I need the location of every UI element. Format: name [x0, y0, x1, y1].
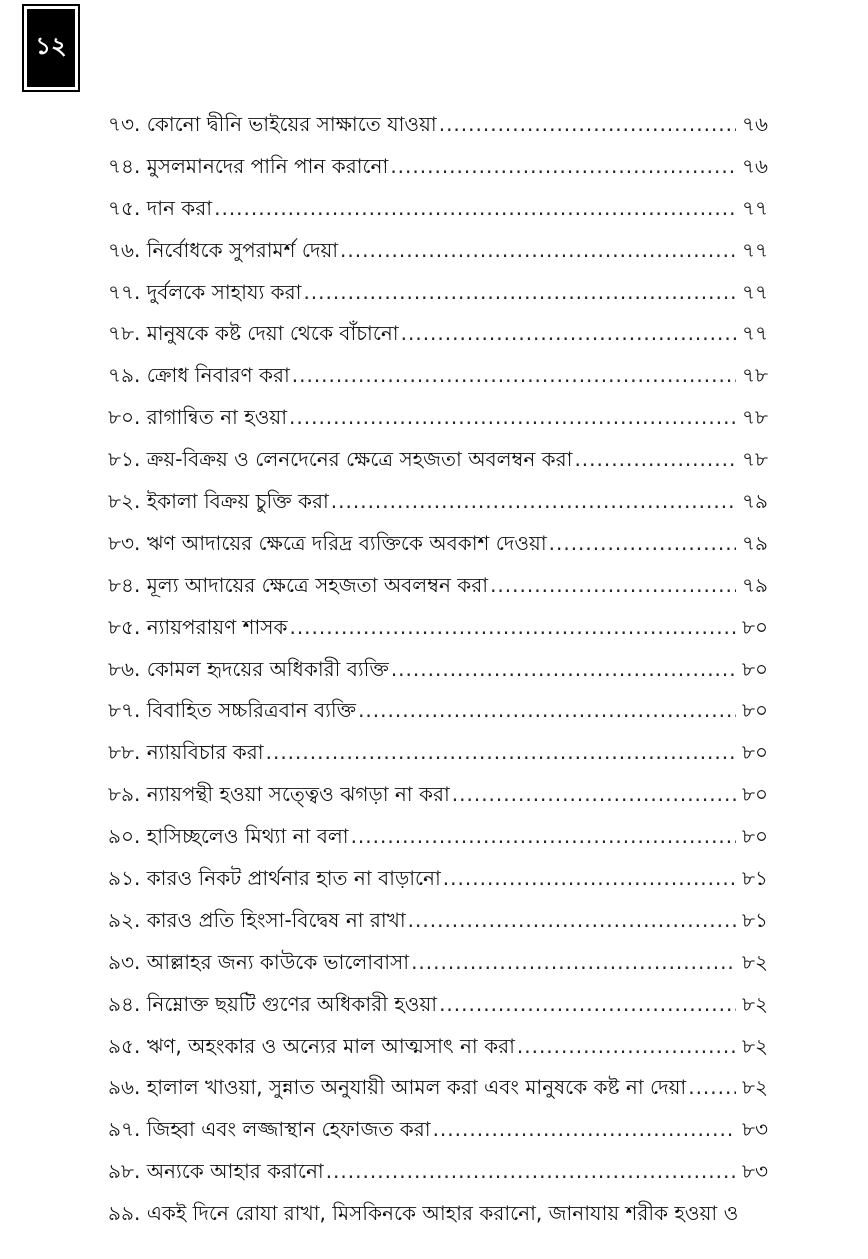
toc-entry-title: নিম্নোক্ত ছয়টি গুণের অধিকারী হওয়া	[146, 991, 438, 1016]
toc-entry	[108, 984, 768, 1026]
dot-leader	[351, 816, 736, 858]
toc-entry-title: কোনো দ্বীনি ভাইয়ের সাক্ষাতে যাওয়া	[146, 112, 437, 136]
toc-entry-page: ৮০	[742, 614, 768, 639]
toc-entry-number: ৭৭.	[108, 279, 141, 304]
toc-entry-page: ৭৬	[741, 112, 768, 136]
toc-entry	[108, 1067, 768, 1109]
toc-entry-title: ক্রোধ নিবারণ করা	[146, 363, 290, 388]
dot-leader	[452, 774, 736, 816]
toc-entry-title: ন্যায়বিচার করা	[146, 740, 264, 765]
toc-entry-number: ৯৫.	[108, 1033, 141, 1058]
toc-entry-title: ন্যায়পন্থী হওয়া সত্ত্বেও ঝগড়া না করা	[146, 782, 450, 807]
toc-entry-page: ৮২	[742, 1075, 768, 1100]
dot-leader	[390, 146, 736, 188]
toc-entry-title: ঋণ আদায়ের ক্ষেত্রে দরিদ্র ব্যক্তিকে অবকাশ দেওয়া	[146, 530, 547, 555]
dot-leader	[214, 188, 736, 230]
toc-entry-title: রাগান্বিত না হওয়া	[146, 405, 288, 430]
toc-entry	[108, 690, 768, 732]
toc-entry-page: ৭৮	[742, 447, 768, 472]
toc-entry-number: ৯৯.	[108, 1201, 141, 1226]
toc-entry-number: ৮৮.	[108, 740, 141, 765]
toc-entry	[108, 355, 768, 397]
toc-entry-number: ৯২.	[108, 907, 141, 932]
toc-entry-number: ৭৩.	[108, 112, 141, 136]
toc-entry-title: মুসলমানদের পানি পান করানো	[146, 153, 389, 178]
toc-entry	[108, 858, 768, 900]
dot-leader	[289, 607, 736, 649]
toc-entry-number: ৮৯.	[108, 782, 141, 807]
toc-entry-page: ৮১	[742, 866, 768, 891]
toc-entry	[108, 439, 768, 481]
toc-entry-number: ৮৩.	[108, 530, 141, 555]
page-number: ১২	[27, 9, 75, 87]
toc-entry-number: ৭৮.	[108, 321, 141, 346]
toc-entry-page: ৮০	[742, 656, 768, 681]
toc-entry-title: ঋণ, অহংকার ও অন্যের মাল আত্মসাৎ না করা	[146, 1033, 515, 1058]
dot-leader	[439, 104, 736, 146]
toc-entry	[108, 732, 768, 774]
toc-entry-number: ৯৭.	[108, 1117, 141, 1142]
toc-entry-page: ৭৮	[742, 405, 768, 430]
toc-entry-title: অন্যকে আহার করানো	[146, 1159, 324, 1184]
toc-entry-title: ক্রয়-বিক্রয় ও লেনদেনের ক্ষেত্রে সহজতা অবলম্বন করা	[146, 447, 573, 472]
toc-entry	[108, 188, 768, 230]
toc-entry-page: ৮১	[742, 907, 768, 932]
toc-entry-page: ৭৭	[741, 195, 768, 220]
toc-entry-title: মূল্য আদায়ের ক্ষেত্রে সহজতা অবলম্বন করা	[146, 572, 489, 597]
toc-entry-number: ৯৬.	[108, 1075, 141, 1100]
toc-entry	[108, 565, 768, 607]
dot-leader	[391, 649, 736, 691]
toc-entry-page: ৮২	[742, 949, 768, 974]
toc-entry-number: ৮০.	[108, 405, 141, 430]
toc-entry-page: ৭৯	[742, 489, 768, 514]
toc-entry-number: ৮৭.	[108, 698, 141, 723]
dot-leader	[340, 230, 736, 272]
toc-entry	[108, 523, 768, 565]
toc-entry-title: জিহ্বা এবং লজ্জাস্থান হেফাজত করা	[146, 1117, 431, 1142]
toc-entry	[108, 900, 768, 942]
toc-entry-number: ৮৪.	[108, 572, 141, 597]
toc-entry-page: ৮০	[742, 740, 768, 765]
toc-entry-title: কারও নিকট প্রার্থনার হাত না বাড়ানো	[146, 866, 441, 891]
toc-entry	[108, 230, 768, 272]
toc-entry-page: ৭৯	[742, 572, 768, 597]
toc-entry-title: আল্লাহর জন্য কাউকে ভালোবাসা	[146, 949, 410, 974]
toc-entry	[108, 104, 768, 146]
toc-entry-number: ৮৬.	[108, 656, 141, 681]
toc-entry-title: মানুষকে কষ্ট দেয়া থেকে বাঁচানো	[146, 321, 399, 346]
dot-leader	[688, 1067, 736, 1109]
toc-entry-number: ৭৯.	[108, 363, 141, 388]
toc-entry-page: ৭৭	[741, 279, 768, 304]
toc-entry-page: ৭৮	[742, 363, 768, 388]
toc-entry-page: ৭৯	[742, 530, 768, 555]
toc-entry-page: ৮২	[742, 991, 768, 1016]
toc-entry-title: বিবাহিত সচ্চরিত্রবান ব্যক্তি	[146, 698, 357, 723]
toc-entry-page: ৮০	[742, 782, 768, 807]
toc-entry-page: ৭৭	[741, 321, 768, 346]
dot-leader	[326, 1151, 736, 1193]
toc-entry	[108, 272, 768, 314]
dot-leader	[408, 900, 736, 942]
dot-leader	[549, 523, 736, 565]
dot-leader	[433, 1109, 736, 1151]
dot-leader	[517, 1026, 736, 1068]
toc-entry-number: ৮২.	[108, 489, 141, 514]
toc-entry	[108, 774, 768, 816]
dot-leader	[411, 942, 736, 984]
toc-entry-page: ৭৭	[741, 237, 768, 262]
toc-entry	[108, 313, 768, 355]
toc-entry	[108, 146, 768, 188]
toc-entry-title: কারও প্রতি হিংসা-বিদ্বেষ না রাখা	[146, 907, 406, 932]
toc-entry-title: দান করা	[146, 195, 213, 220]
toc-entry	[108, 1026, 768, 1068]
dot-leader	[443, 858, 736, 900]
toc-entry-title: ইকালা বিক্রয় চুক্তি করা	[146, 489, 329, 514]
toc-entry-title: একই দিনে রোযা রাখা, মিসকিনকে আহার করানো, জানাযায় শরীক হওয়া ও	[146, 1201, 739, 1226]
toc-entry-number: ৯৮.	[108, 1159, 141, 1184]
toc-entry-title: নির্বোধকে সুপরামর্শ দেয়া	[146, 237, 339, 262]
dot-leader	[358, 690, 736, 732]
toc-entry-number: ৯০.	[108, 824, 141, 849]
dot-leader	[490, 565, 736, 607]
toc-entry-page: ৭৬	[741, 153, 768, 178]
toc-entry-number: ৭৬.	[108, 237, 141, 262]
toc-entry	[108, 649, 768, 691]
toc-entry-number: ৯১.	[108, 866, 141, 891]
toc-entry-number: ৮১.	[108, 447, 141, 472]
toc-entry-number: ৭৪.	[108, 153, 141, 178]
toc-entry-page: ৮৩	[742, 1117, 768, 1142]
toc-entry-title: হাসিচ্ছলেও মিথ্যা না বলা	[146, 824, 349, 849]
toc-entry-title: দুর্বলকে সাহায্য করা	[146, 279, 302, 304]
page-number-box	[22, 4, 80, 92]
toc-entry	[108, 942, 768, 984]
toc-entry	[108, 1151, 768, 1193]
dot-leader	[303, 272, 736, 314]
toc-entry-title: কোমল হৃদয়ের অধিকারী ব্যক্তি	[146, 656, 389, 681]
dot-leader	[292, 355, 736, 397]
dot-leader	[289, 397, 736, 439]
toc-entry-page: ৮০	[742, 698, 768, 723]
toc-entry	[108, 1193, 768, 1235]
dot-leader	[331, 481, 736, 523]
dot-leader	[401, 313, 736, 355]
dot-leader	[439, 984, 736, 1026]
dot-leader	[266, 732, 736, 774]
toc-entry-page: ৮৩	[742, 1159, 768, 1184]
toc-entry	[108, 481, 768, 523]
dot-leader	[574, 439, 736, 481]
toc-entry	[108, 816, 768, 858]
toc-entry-page: ৮২	[742, 1033, 768, 1058]
toc-entry-number: ৮৫.	[108, 614, 141, 639]
toc-entry-number: ৭৫.	[108, 195, 141, 220]
toc-entry-number: ৯৩.	[108, 949, 141, 974]
toc-entry	[108, 397, 768, 439]
toc-entry-title: হালাল খাওয়া, সুন্নাত অনুযায়ী আমল করা এবং মানুষকে কষ্ট না দেয়া	[146, 1075, 687, 1100]
toc-entry-number: ৯৪.	[108, 991, 141, 1016]
toc-entry	[108, 1109, 768, 1151]
table-of-contents	[108, 104, 768, 1235]
toc-entry-page: ৮০	[742, 824, 768, 849]
toc-entry	[108, 607, 768, 649]
toc-entry-title: ন্যায়পরায়ণ শাসক	[146, 614, 288, 639]
